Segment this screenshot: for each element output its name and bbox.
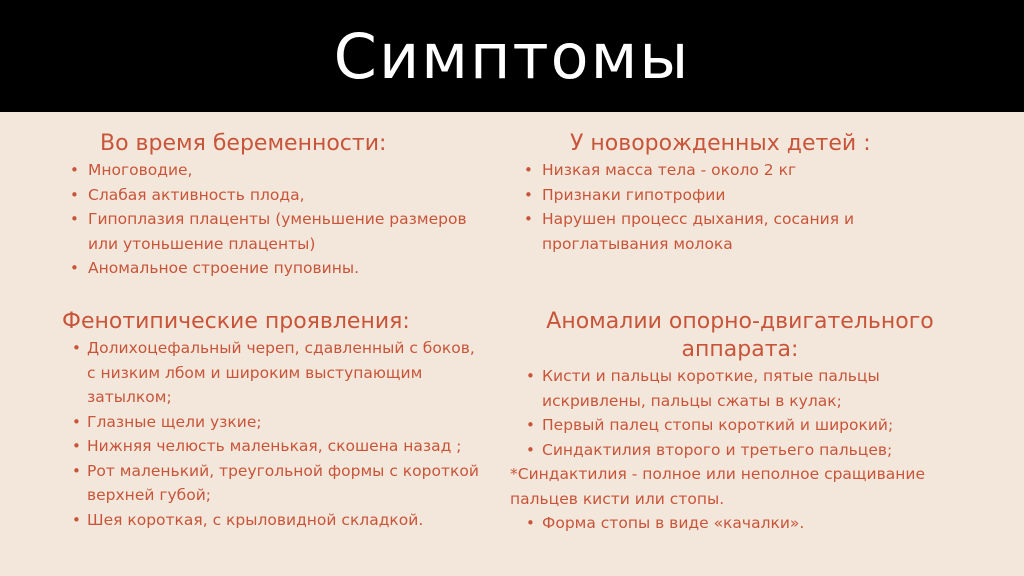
bullet-icon: • bbox=[70, 185, 79, 204]
bullet-icon: • bbox=[70, 210, 79, 228]
list-item: • Глазные щели узкие; bbox=[62, 410, 482, 435]
bullet-icon: • bbox=[524, 161, 533, 179]
list-item: • Синдактилия второго и третьего пальцев; bbox=[510, 438, 980, 463]
list-item: • Гипоплазия плаценты (уменьшение размеров или утоньшение плаценты) bbox=[68, 207, 468, 256]
list-item: • Нижняя челюсть маленькая, скошена назад ; bbox=[62, 434, 482, 459]
list-item: • Кисти и пальцы короткие, пятые пальцы искривлены, пальцы сжаты в кулак; bbox=[510, 364, 980, 413]
bullet-icon: • bbox=[526, 440, 535, 459]
list-item: • Рот маленький, треугольной формы с короткой верхней губой; bbox=[62, 459, 482, 508]
list-item: • Первый палец стопы короткий и широкий; bbox=[510, 413, 980, 438]
bullet-icon: • bbox=[526, 416, 535, 434]
pregnancy-heading: Во время беременности: bbox=[100, 131, 387, 156]
bullet-icon: • bbox=[524, 210, 533, 228]
bullet-icon: • bbox=[72, 412, 81, 431]
list-item: • Форма стопы в виде «качалки». bbox=[510, 511, 980, 536]
slide-title: Симптомы bbox=[333, 19, 691, 93]
newborn-list bbox=[522, 158, 962, 256]
pregnancy-list bbox=[68, 158, 468, 281]
phenotype-heading: Фенотипические проявления: bbox=[62, 309, 410, 334]
list-item: • Низкая масса тела - около 2 кг bbox=[522, 158, 962, 183]
newborn-section bbox=[522, 130, 962, 256]
list-item: • Многоводие, bbox=[68, 158, 468, 183]
list-item: • Долихоцефальный череп, сдавленный с боков, с низким лбом и широким выступающим затылком; bbox=[62, 336, 482, 410]
phenotype-list bbox=[62, 336, 482, 532]
bullet-icon: • bbox=[70, 259, 79, 277]
musculoskeletal-list-end bbox=[510, 511, 980, 536]
bullet-icon: • bbox=[72, 461, 81, 480]
list-item: • Шея короткая, с крыловидной складкой. bbox=[62, 508, 482, 533]
musculoskeletal-heading: Аномалии опорно-двигательного аппарата: bbox=[546, 309, 934, 362]
bullet-icon: • bbox=[72, 437, 81, 455]
bullet-icon: • bbox=[72, 510, 81, 529]
bullet-icon: • bbox=[526, 367, 535, 385]
bullet-icon: • bbox=[72, 339, 81, 357]
list-item: • Нарушен процесс дыхания, сосания и проглатывания молока bbox=[522, 207, 962, 256]
newborn-heading: У новорожденных детей : bbox=[570, 131, 871, 156]
pregnancy-section bbox=[68, 130, 468, 281]
syndactyly-note: *Синдактилия - полное или неполное сращивание пальцев кисти или стопы. bbox=[510, 465, 925, 508]
bullet-icon: • bbox=[70, 161, 79, 179]
bullet-icon: • bbox=[524, 185, 533, 204]
title-bar bbox=[0, 0, 1024, 112]
list-item: • Аномальное строение пуповины. bbox=[68, 256, 468, 281]
list-item: • Слабая активность плода, bbox=[68, 183, 468, 208]
bullet-icon: • bbox=[526, 514, 535, 532]
musculoskeletal-section bbox=[510, 308, 980, 536]
musculoskeletal-list bbox=[510, 364, 980, 462]
list-item: • Признаки гипотрофии bbox=[522, 183, 962, 208]
phenotype-section bbox=[62, 308, 482, 532]
